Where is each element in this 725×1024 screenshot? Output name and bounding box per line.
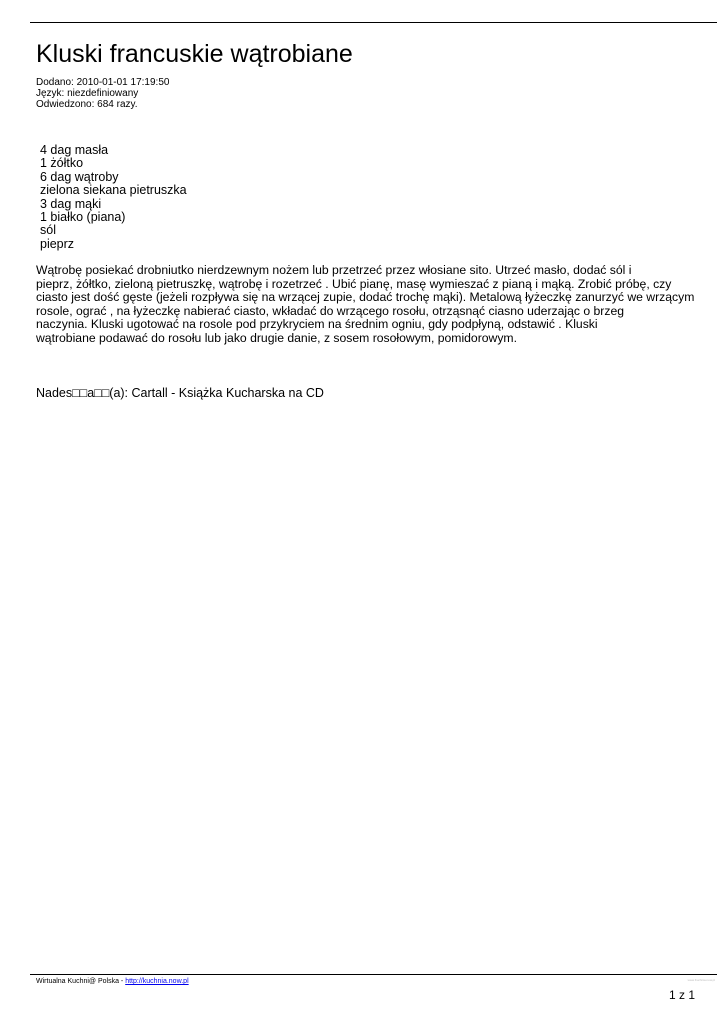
instructions-line: wątrobiane podawać do rosołu lub jako drugie danie, z sosem rosołowym, pomidorowym.: [36, 330, 517, 345]
footer-watermark: www.Kuchnia.now.pl: [687, 978, 715, 982]
footer-site-link[interactable]: http://kuchnia.now.pl: [125, 978, 189, 985]
sender-credit: Nades□□a□□(a): Cartall - Książka Kucharska na CD: [36, 386, 324, 400]
ingredients-list: [40, 144, 187, 251]
ingredient-item: 4 dag masła: [40, 143, 109, 157]
added-date: Dodano: 2010-01-01 17:19:50: [36, 77, 170, 88]
ingredient-item: 6 dag wątroby: [40, 169, 119, 184]
ingredient-item: 1 żółtko: [40, 156, 84, 171]
footer-site: [36, 977, 189, 986]
recipe-meta: [36, 77, 169, 110]
instructions-line: ciasto jest dość gęste (jeżeli rozpływa się na wrzącej zupie, dodać trochę mąki). Metalową łyżeczkę zanurzyć we wrzącym: [36, 290, 695, 304]
ingredient-item: pieprz: [40, 236, 75, 251]
ingredient-item: 1 białko (piana): [40, 210, 126, 225]
instructions-line: pieprz, żółtko, zieloną pietruszkę, wątrobę i rozetrzeć . Ubić pianę, masę wymieszać z pianą i mąką. Zrobić próbę, czy: [36, 276, 672, 291]
instructions-line: rosole, ograć , na łyżeczkę nabierać ciasto, wkładać do wrzącego rosołu, otrząsnąć ciasno uderzając o brzeg: [36, 303, 625, 318]
ingredient-item: sól: [40, 223, 56, 238]
visit-count: Odwiedzono: 684 razy.: [36, 99, 138, 110]
bottom-divider: [30, 974, 717, 975]
instructions-line: naczynia. Kluski ugotować na rosole pod przykryciem na średnim ogniu, gdy podpłyną, odstawić . Kluski: [36, 317, 598, 331]
instructions: [36, 264, 721, 345]
language: Język: niezdefiniowany: [36, 88, 139, 99]
recipe-title: Kluski francuskie wątrobiane: [36, 40, 353, 68]
page-number: 1 z 1: [668, 988, 695, 1002]
ingredient-item: 3 dag mąki: [40, 196, 102, 211]
top-divider: [30, 22, 717, 23]
ingredient-item: zielona siekana pietruszka: [40, 183, 187, 198]
footer-site-label: Wirtualna Kuchni@ Polska -: [36, 978, 126, 985]
instructions-line: Wątrobę posiekać drobniutko nierdzewnym nożem lub przetrzeć przez włosiane sito. Utrzeć masło, dodać sól i: [36, 263, 632, 277]
